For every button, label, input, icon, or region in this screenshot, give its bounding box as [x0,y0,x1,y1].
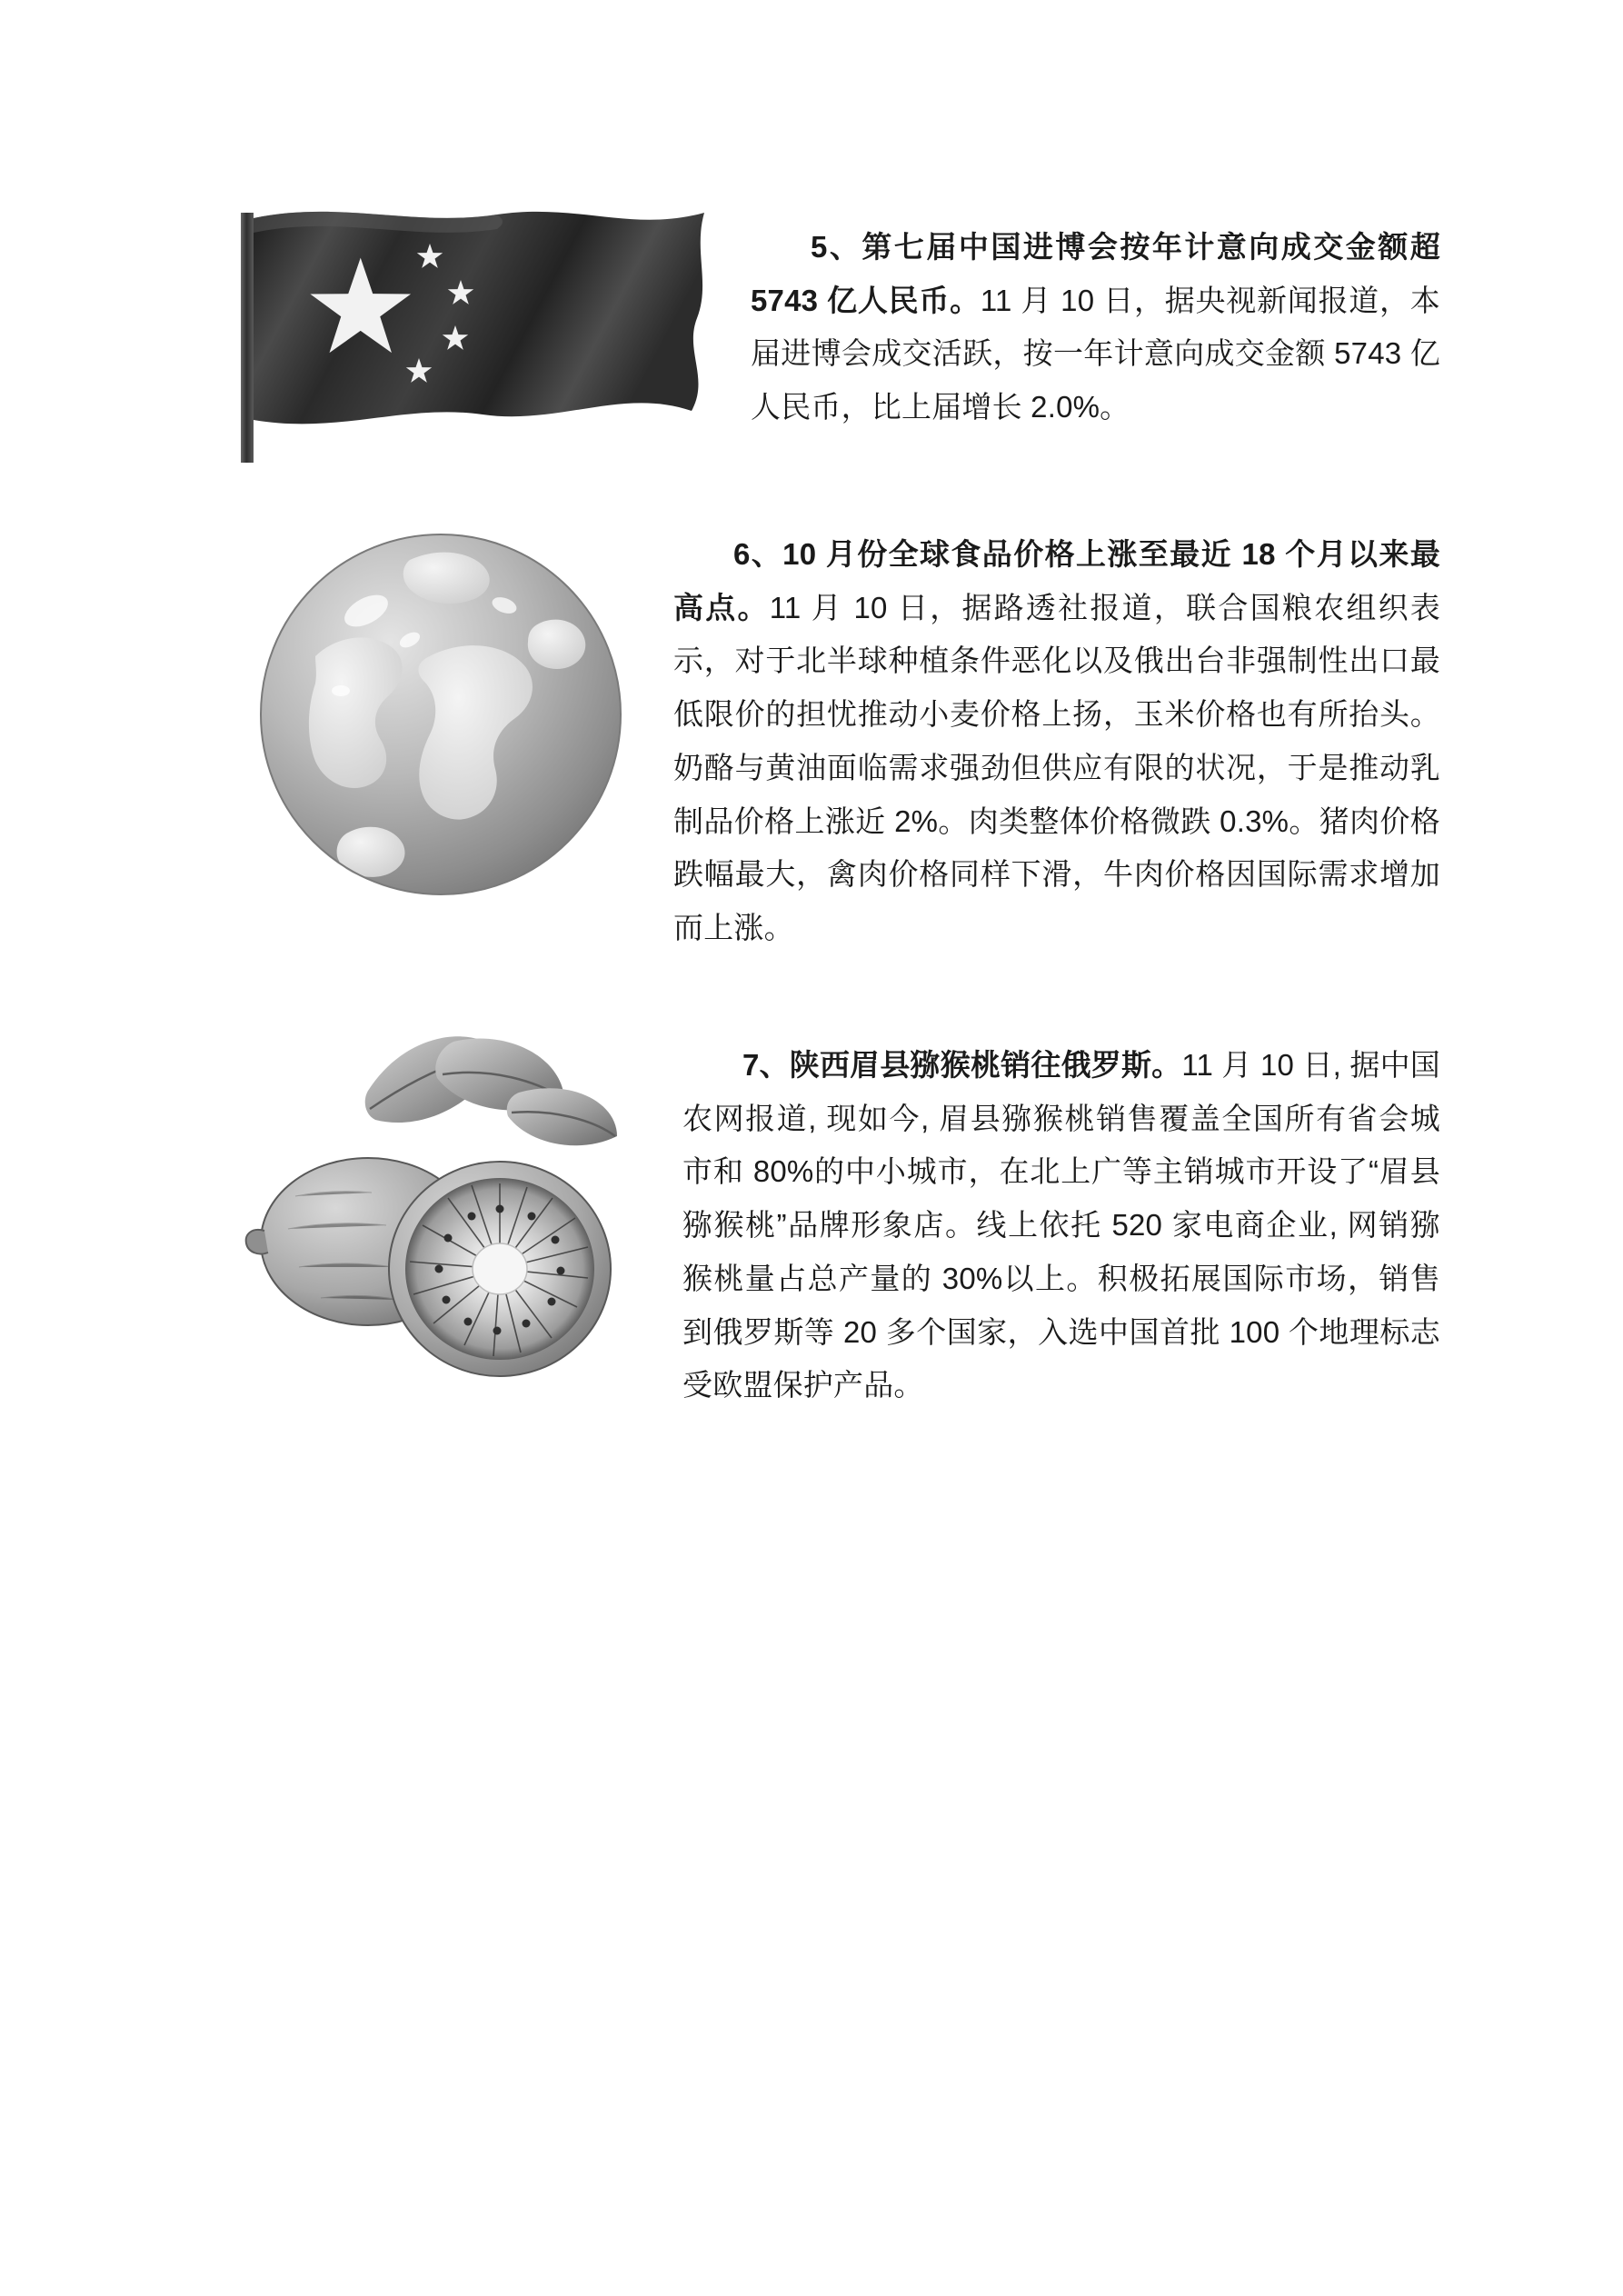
article-body [232,191,1440,1442]
globe-illustration [232,504,650,922]
chinese-flag-illustration [232,196,727,469]
news-item-7-headline: 7、陕西眉县猕猴桃销往俄罗斯。 [742,1047,1182,1082]
news-item-5-body: 11 月 10 日，据央视新闻报道，本届进博会成交活跃，按一年计意向成交金额 5743 亿人民币，比上届增长 2.0%。 [751,283,1440,424]
news-item-5-headline: 5、第七届中国进博会按年计意向成交金额超 5743 亿人民币。 [751,230,1440,317]
kiwi-fruit-illustration [232,1014,659,1396]
news-item-6-body: 11 月 10 日，据路透社报道，联合国粮农组织表示，对于北半球种植条件恶化以及俄出台非强制性出口最低限价的担忧推动小麦价格上扬，玉米价格也有所抬头。奶酪与黄油面临需求强劲但供应有限的状况，于是推动乳制品价格上涨近 2%。肉类整体价格微跌 0.3%。猪肉价格跌幅最大，禽肉价格同样下滑，牛肉价格因国际需求增加而上涨。 [673,590,1440,945]
news-item-7-body: 11 月 10 日, 据中国农网报道, 现如今, 眉县猕猴桃销售覆盖全国所有省会城市和 80%的中小城市，在北上广等主销城市开设了“眉县猕猴桃”品牌形象店。线上依托 520 家电商企业, 网销猕猴桃量占总产量的 30%以上。积极拓展国际市场，销售到俄罗斯等 20 多个国家，入选中国首批 100 个地理标志受欧盟保护产品。 [682,1047,1440,1403]
news-item-6-headline: 6、10 月份全球食品价格上涨至最近 18 个月以来最高点。 [673,537,1440,624]
news-item-7 [232,1009,1440,1442]
news-item-6 [232,498,1440,985]
news-item-5 [232,191,1440,474]
